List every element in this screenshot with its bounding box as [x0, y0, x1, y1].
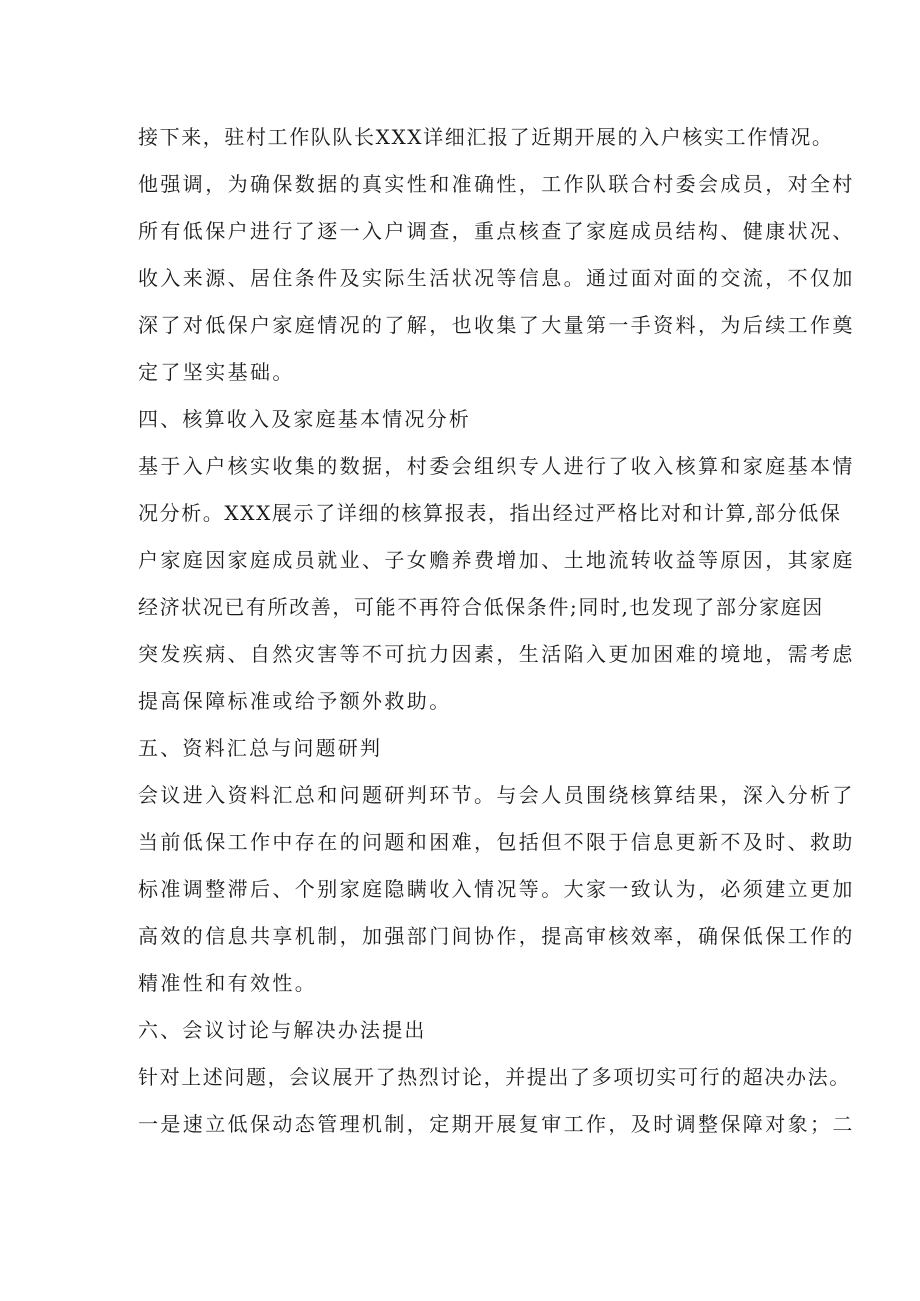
paragraph-line: 况分析。XXX展示了详细的核算报表，指出经过严格比对和计算,部分低保: [138, 501, 842, 525]
paragraph-line: 户家庭因家庭成员就业、子女赡养费增加、土地流转收益等原因，其家庭: [138, 548, 855, 572]
paragraph-line: 针对上述问题，会议展开了热烈讨论，并提出了多项切实可行的超决办法。: [138, 1065, 851, 1089]
paragraph-line: 会议进入资料汇总和问题研判环节。与会人员围绕核算结果，深入分析了: [138, 783, 855, 807]
document-body: [138, 114, 855, 1148]
paragraph-line: 提高保障标准或给予额外救助。: [138, 689, 452, 713]
paragraph-line: 深了对低保户家庭情况的了解，也收集了大量第一手资料，为后续工作奠: [138, 313, 855, 337]
section-heading: 四、核算收入及家庭基本情况分析: [138, 407, 471, 431]
paragraph-line: 突发疾病、自然灾害等不可抗力因素，生活陷入更加困难的境地，需考虑: [138, 642, 855, 666]
paragraph-line: 所有低保户进行了逐一入户调查，重点核查了家庭成员结构、健康状况、: [138, 219, 855, 243]
paragraph-line: 定了坚实基础。: [138, 360, 295, 384]
paragraph-line: 经济状况已有所改善，可能不再符合低保条件;同时,也发现了部分家庭因: [138, 595, 824, 619]
paragraph-line: 他强调，为确保数据的真实性和准确性，工作队联合村委会成员，对全村: [138, 172, 855, 196]
paragraph-line: 一是速立低保动态管理机制，定期开展复审工作，及时调整保障对象；二: [138, 1112, 855, 1136]
paragraph-line: 接下来，驻村工作队队长XXX详细汇报了近期开展的入户核实工作情况。: [138, 125, 834, 149]
paragraph-line: 收入来源、居住条件及实际生活状况等信息。通过面对面的交流，不仅加: [138, 266, 855, 290]
section-heading: 五、资料汇总与问题研判: [138, 736, 383, 760]
paragraph-line: 标准调整滞后、个别家庭隐瞒收入情况等。大家一致认为，必须建立更加: [138, 877, 855, 901]
paragraph-line: 高效的信息共享机制，加强部门间协作，提高审核效率，确保低保工作的: [138, 924, 855, 948]
section-heading: 六、会议讨论与解决办法提出: [138, 1018, 427, 1042]
paragraph-line: 基于入户核实收集的数据，村委会组织专人进行了收入核算和家庭基本情: [138, 454, 855, 478]
paragraph-line: 当前低保工作中存在的问题和困难，包括但不限于信息更新不及时、救助: [138, 830, 855, 854]
paragraph-line: 精准性和有效性。: [138, 971, 318, 995]
